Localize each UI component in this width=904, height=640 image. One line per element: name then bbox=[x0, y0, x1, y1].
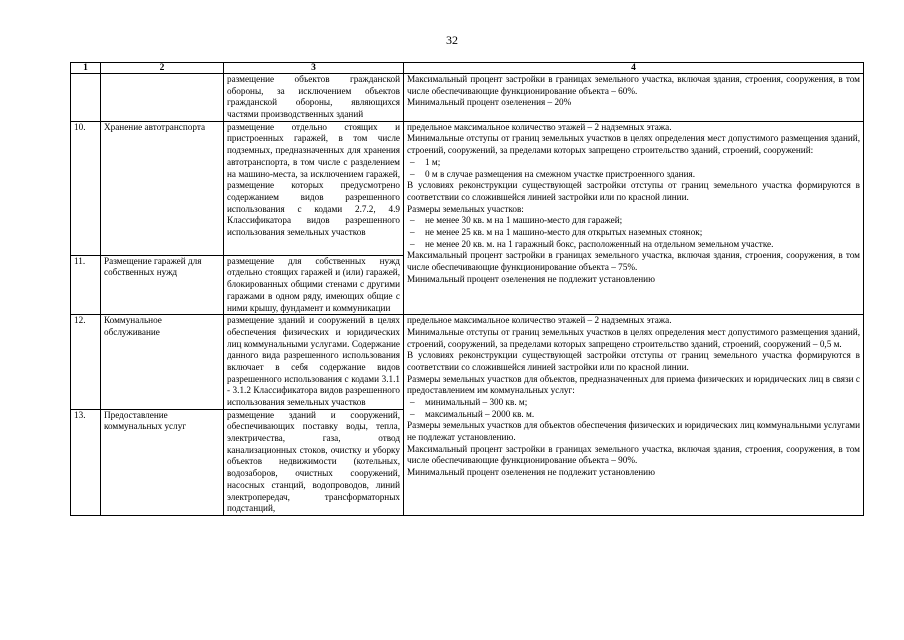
parameters-cell bbox=[404, 315, 864, 516]
table-row bbox=[71, 74, 864, 122]
parameter-text: предельное максимальное количество этажей – 2 надземных этажа. bbox=[407, 121, 672, 132]
parameter-text: Максимальный процент застройки в границах земельного участка, включая здания, строения, сооружения, в том числе обеспечивающие функционирование объекта – 90%. bbox=[407, 443, 860, 466]
parameter-text: В условиях реконструкции существующей застройки отступы от границ земельного участка формируются в соответствии со сложившейся линией застройки или по красной линии. bbox=[407, 180, 860, 202]
use-description: размещение зданий и сооружений, обеспечивающих поставку воды, тепла, электричества, газа, отвод канализационных стоков, очистку и уборку объектов недвижимости (котельных, водозаборов, очистных сооружений, насосных станций, водопроводов, линий электропередач, трансформаторных подстанций, bbox=[224, 409, 404, 515]
parameter-text: предельное максимальное количество этажей – 2 надземных этажа. bbox=[407, 315, 672, 326]
parameter-text: Максимальный процент застройки в границах земельного участка, включая здания, строения, сооружения, в том числе обеспечивающие функционирование объекта – 60%. bbox=[407, 74, 860, 96]
row-number: 12. bbox=[71, 315, 101, 410]
parameter-text: Минимальный процент озеленения – 20% bbox=[407, 97, 572, 108]
list-item: – 0 м в случае размещения на смежном участке пристроенного здания. bbox=[407, 169, 860, 181]
parameter-text: Минимальный процент озеленения не подлежит установлению bbox=[407, 467, 655, 478]
table-row bbox=[71, 315, 864, 410]
use-name: Размещение гаражей для собственных нужд bbox=[101, 255, 224, 314]
table-header-row bbox=[71, 63, 864, 74]
parameter-text: В условиях реконструкции существующей застройки отступы от границ земельного участка формируются в соответствии со сложившейся линией застройки или по красной линии. bbox=[407, 350, 860, 372]
column-header: 1 bbox=[71, 63, 101, 74]
land-use-table bbox=[70, 62, 864, 516]
parameter-text: Минимальный процент озеленения не подлежит установлению bbox=[407, 273, 655, 284]
parameter-text: Размеры земельных участков для объектов обеспечения физических и юридических лиц коммунальными услугами не подлежат установлению. bbox=[407, 420, 860, 443]
use-name: Хранение автотранспорта bbox=[101, 121, 224, 255]
list-item: – не менее 30 кв. м на 1 машино-место для гаражей; bbox=[407, 215, 860, 227]
parameter-text: Минимальные отступы от границ земельных участков в целях определения мест допустимого размещения зданий, строений, сооружений, за пределами которых запрещено строительство зданий, строений, сооружений – 0,5 м. bbox=[407, 326, 860, 349]
row-number: 10. bbox=[71, 121, 101, 255]
list-item: – минимальный – 300 кв. м; bbox=[407, 397, 860, 409]
row-number: 13. bbox=[71, 409, 101, 515]
parameters-cell bbox=[404, 121, 864, 314]
parameter-text: Размеры земельных участков: bbox=[407, 203, 524, 214]
use-description: размещение отдельно стоящих и пристроенных гаражей, в том числе подземных, предназначенных для хранения автотранспорта, в том числе с разделением на машино-места, за исключением гаражей, размещение которых предусмотрено содержанием видов разрешенного использования с кодами 2.7.2, 4.9 Классификатора видов разрешенного использования земельных участков bbox=[224, 121, 404, 255]
list-item: – не менее 25 кв. м на 1 машино-место для открытых наземных стоянок; bbox=[407, 227, 860, 239]
page-number: 32 bbox=[446, 33, 458, 47]
column-header: 4 bbox=[404, 63, 864, 74]
table-row bbox=[71, 121, 864, 255]
parameter-text: Размеры земельных участков для объектов, предназначенных для приема физических и юридических лиц в связи с предоставлением им коммунальных услуг: bbox=[407, 373, 860, 396]
use-description: размещение объектов гражданской обороны, за исключением объектов гражданской обороны, являющихся частями производственных зданий bbox=[224, 74, 404, 122]
parameter-text: Минимальные отступы от границ земельных участков в целях определения мест допустимого размещения зданий, строений, сооружений, за пределами которых запрещено строительство зданий, строений, сооружений: bbox=[407, 133, 860, 156]
use-name: Предоставление коммунальных услуг bbox=[101, 409, 224, 515]
list-item: – не менее 20 кв. м. на 1 гаражный бокс, расположенный на отдельном земельном участке. bbox=[407, 239, 860, 251]
list-item: – 1 м; bbox=[407, 157, 860, 169]
parameters-cell bbox=[404, 74, 864, 122]
use-description: размещение зданий и сооружений в целях обеспечения физических и юридических лиц коммунальными услугами. Содержание данного вида разрешенного использования включает в себя содержание видов разрешенного использования с кодами 3.1.1 - 3.1.2 Классификатора видов разрешенного использования земельных участков bbox=[224, 315, 404, 410]
column-header: 3 bbox=[224, 63, 404, 74]
parameter-text: Максимальный процент застройки в границах земельного участка, включая здания, строения, сооружения, в том числе обеспечивающие функционирование объекта – 75%. bbox=[407, 250, 860, 272]
list-item: – максимальный – 2000 кв. м. bbox=[407, 409, 860, 421]
use-name: Коммунальное обслуживание bbox=[101, 315, 224, 410]
column-header: 2 bbox=[101, 63, 224, 74]
row-number: 11. bbox=[71, 255, 101, 314]
use-description: размещение для собственных нужд отдельно стоящих гаражей и (или) гаражей, блокированных общими стенами с другими гаражами в одном ряду, имеющих общие с ними крышу, фундамент и коммуникации bbox=[224, 255, 404, 314]
